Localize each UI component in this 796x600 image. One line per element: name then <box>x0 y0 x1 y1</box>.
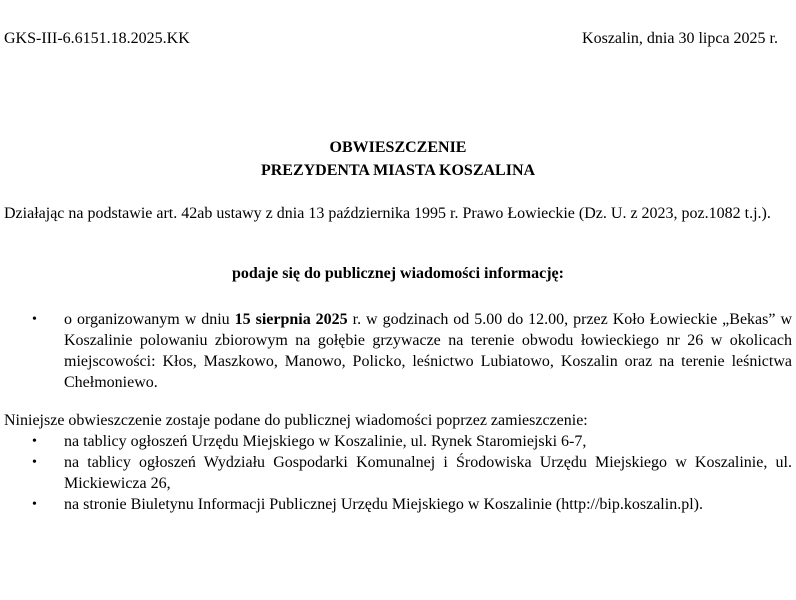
hunt-date: 15 sierpnia 2025 <box>234 311 348 328</box>
case-number: GKS-III-6.6151.18.2025.KK <box>4 30 190 47</box>
publish-list <box>0 431 796 515</box>
list-item <box>0 452 796 494</box>
main-info-list <box>0 309 796 393</box>
legal-basis-paragraph: Działając na podstawie art. 42ab ustawy z dnia 13 października 1995 r. Prawo Łowieckie (Dz. U. z 2023, poz.1082 t.j.). <box>4 205 771 222</box>
place-and-date: Koszalin, dnia 30 lipca 2025 r. <box>582 30 778 47</box>
publish-item-text: na tablicy ogłoszeń Urzędu Miejskiego w Koszalinie, ul. Rynek Staromiejski 6-7, <box>64 433 587 450</box>
publish-item-text: na stronie Biuletynu Informacji Publicznej Urzędu Miejskiego w Koszalinie (http://bip.koszalin.pl). <box>64 496 703 513</box>
bullet-icon: • <box>32 312 37 327</box>
bullet-icon: • <box>32 497 37 512</box>
document-title <box>0 136 796 182</box>
announcement-heading: podaje się do publicznej wiadomości informację: <box>232 265 564 282</box>
bullet-icon: • <box>32 434 37 449</box>
list-item <box>0 494 796 515</box>
title-line-2: PREZYDENTA MIASTA KOSZALINA <box>260 162 536 179</box>
main-item-suffix: r. w godzinach od 5.00 do 12.00, przez Koło Łowieckie „Bekas” w Koszalinie polowaniu zbiorowym na gołębie grzywacze na terenie obwodu łowieckiego nr 26 w okolicach miejscowości: Kłos, Maszkowo, Manowo, Policko, leśnictwo Lubiatowo, Koszalin oraz na terenie leśnictwa Chełmoniewo. <box>64 311 792 391</box>
document-header <box>4 28 778 50</box>
list-item <box>0 309 796 393</box>
publish-item-text: na tablicy ogłoszeń Wydziału Gospodarki Komunalnej i Środowiska Urzędu Miejskiego w Koszalinie, ul. Mickiewicza 26, <box>64 454 792 492</box>
main-item-prefix: o organizowanym w dniu <box>64 311 235 328</box>
title-line-1: OBWIESZCZENIE <box>329 139 467 156</box>
bullet-icon: • <box>32 455 37 470</box>
list-item <box>0 431 796 452</box>
publish-intro-paragraph: Niniejsze obwieszczenie zostaje podane do publicznej wiadomości poprzez zamieszczenie: <box>4 412 588 429</box>
